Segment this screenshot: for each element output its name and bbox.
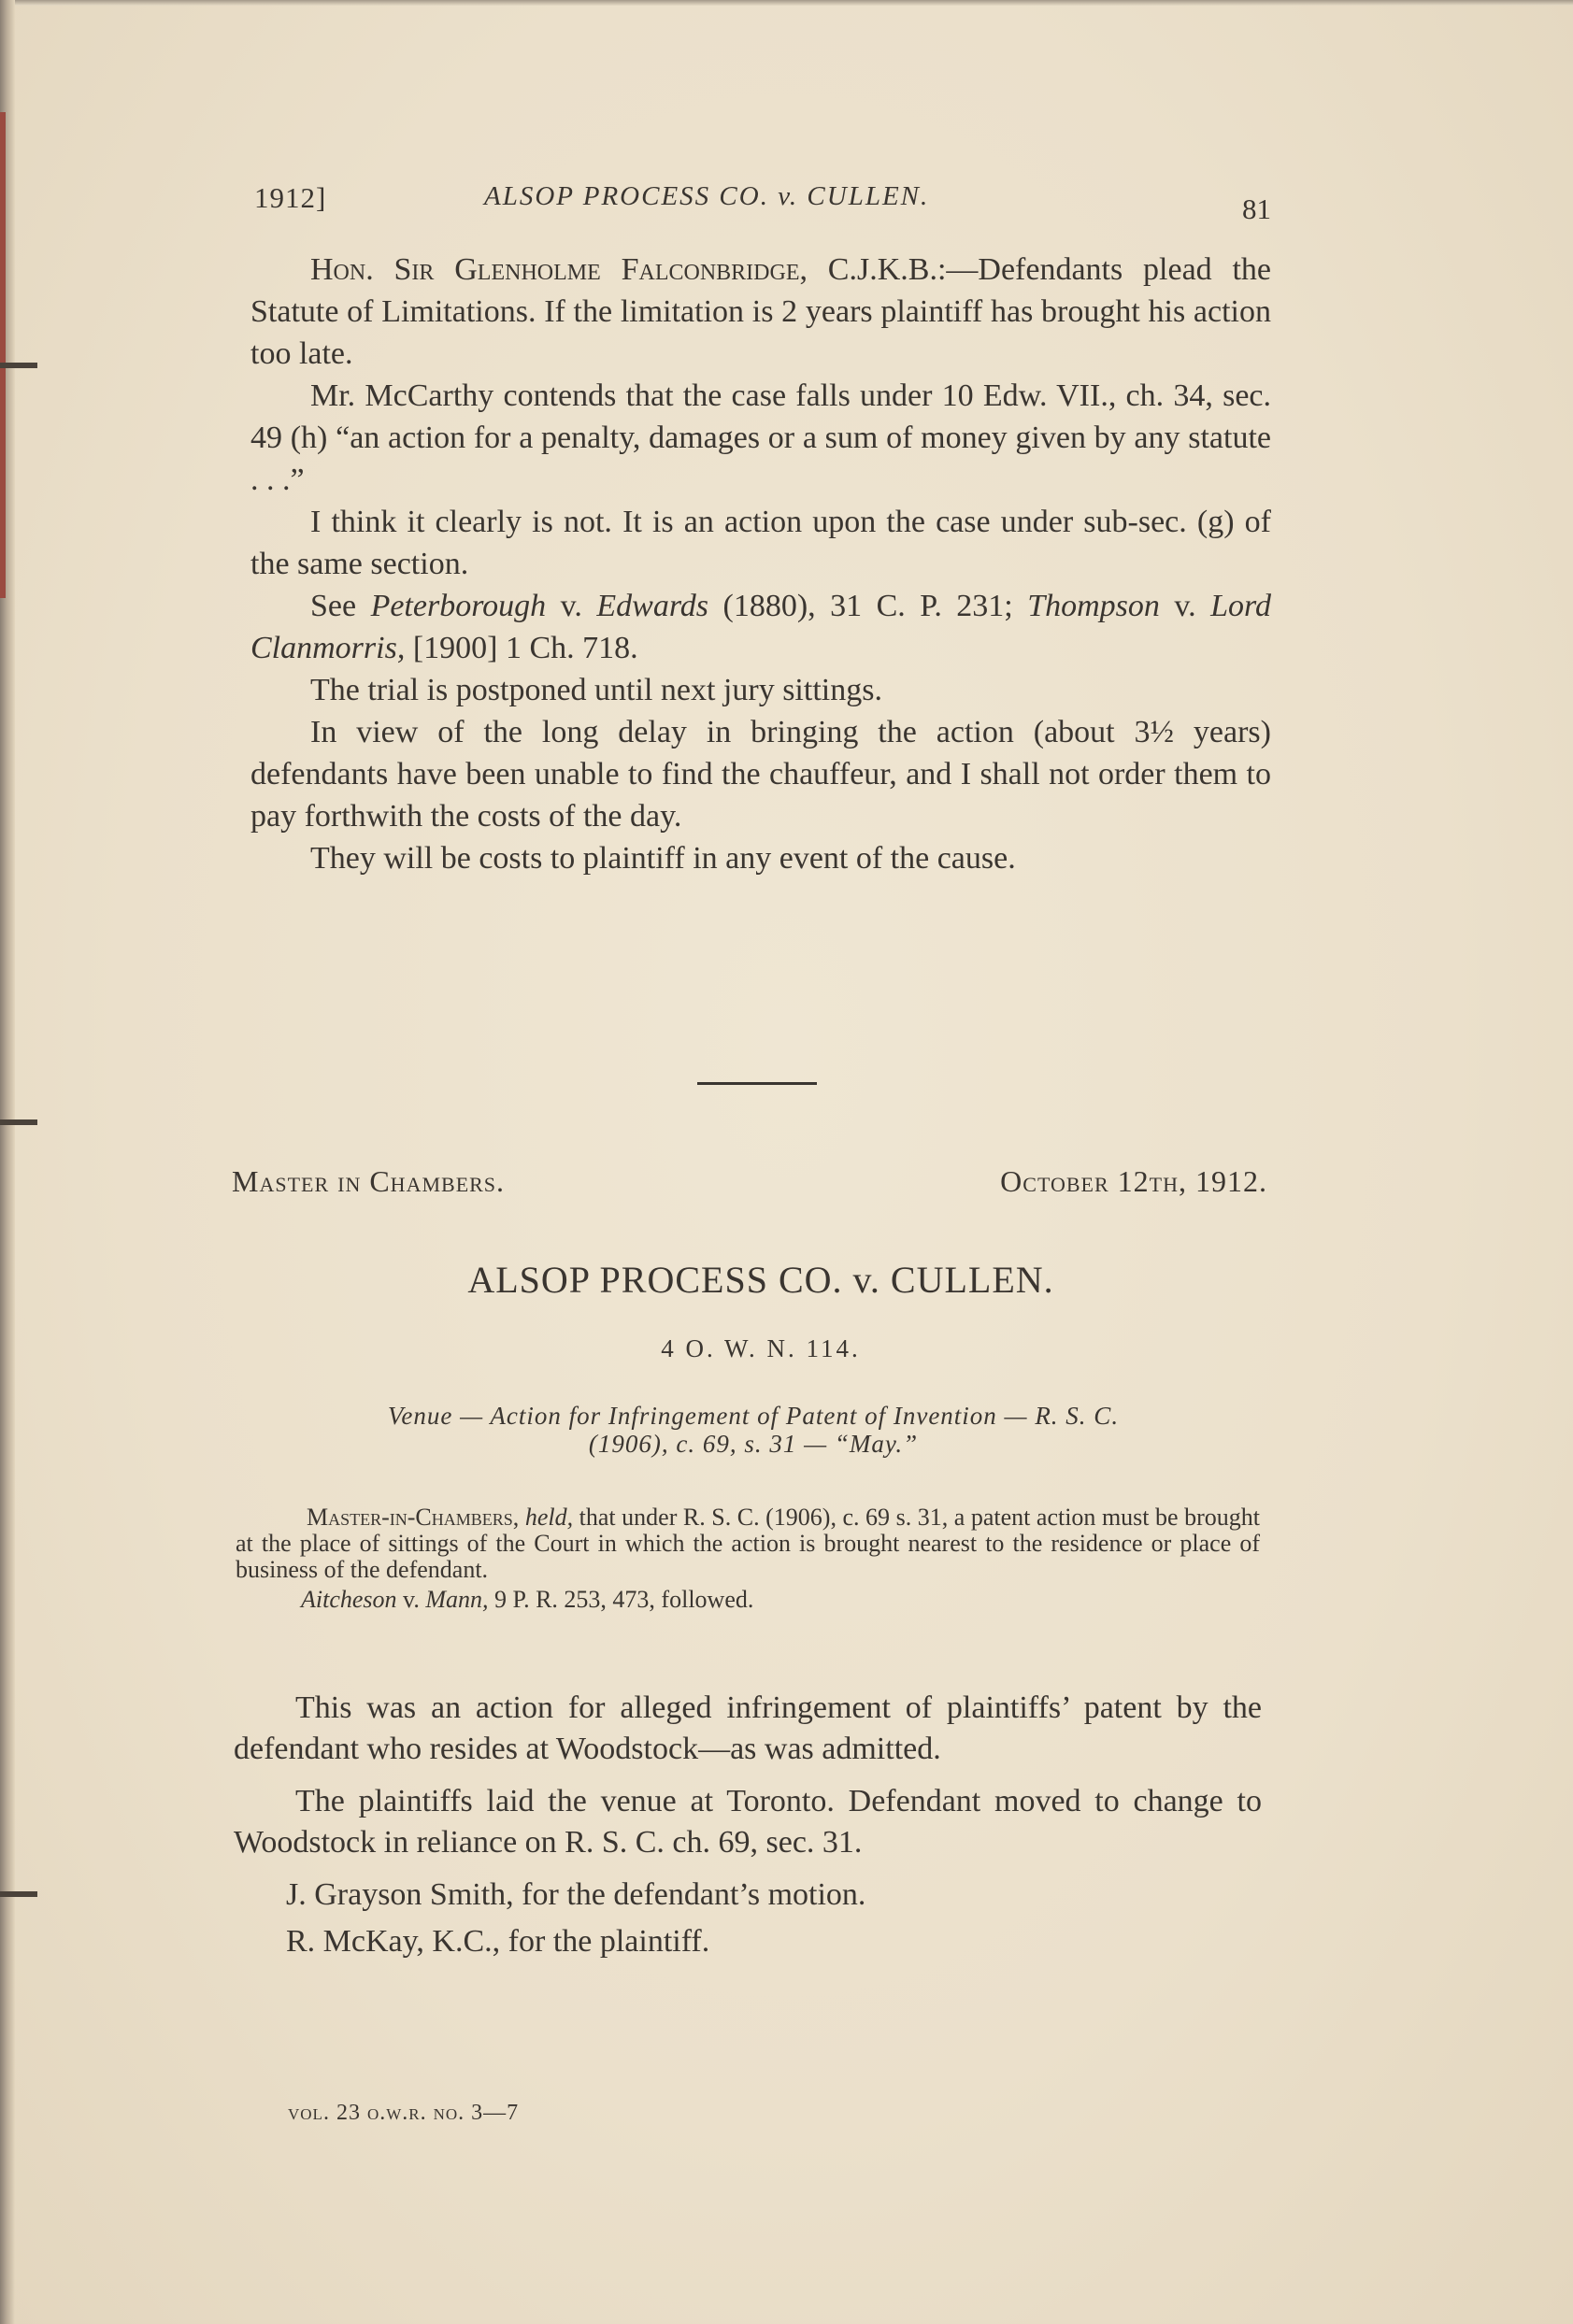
case-summary: [236, 1504, 1260, 1613]
signature-mark: vol. 23 o.w.r. no. 3—7: [288, 2101, 520, 2125]
case-paragraph-2: The plaintiffs laid the venue at Toronto. Defendant moved to change to Woodstock in reliance on R. S. C. ch. 69, sec. 31.: [234, 1784, 1262, 1860]
headnote: [239, 1402, 1267, 1458]
case-citation: 4 O. W. N. 114.: [661, 1334, 861, 1362]
headnote-line-1: Venue — Action for Infringement of Patent of Invention — R. S. C.: [387, 1402, 1120, 1430]
binding-thread-mark: [0, 363, 37, 368]
opinion-paragraph-2: Mr. McCarthy contends that the case falls under 10 Edw. VII., ch. 34, sec. 49 (h) “an action for a penalty, damages or a sum of money given by any statute . . .”: [250, 378, 1271, 497]
counsel-line: R. McKay, K.C., for the plaintiff.: [286, 1924, 710, 1959]
header-running-title: ALSOP PROCESS CO. v. CULLEN.: [484, 181, 930, 211]
case-name: Lord Clanmorris,: [250, 589, 1272, 665]
case-body: [234, 1688, 1262, 1968]
binding-thread-mark: [0, 1119, 37, 1125]
section-divider: [697, 1082, 817, 1085]
summary-paragraph: Master-in-Chambers, held, that under R. S. C. (1906), c. 69 s. 31, a patent action must be brought at the place of sittings of the Court in which the action is brought nearest to the residence or place of business of the defendant.: [236, 1504, 1261, 1583]
opinion-paragraph-6: In view of the long delay in bringing the action (about 3½ years) defendants have been unable to find the chauffeur, and I shall not order them to pay forthwith the costs of the day.: [250, 715, 1271, 834]
header-year: 1912]: [254, 181, 327, 214]
page-top-edge: [0, 0, 1573, 6]
court-line: [232, 1164, 1267, 1199]
case-paragraph-1: This was an action for alleged infringement of plaintiffs’ patent by the defendant who resides at Woodstock—as was admitted.: [234, 1690, 1262, 1766]
counsel-line: J. Grayson Smith, for the defendant’s motion.: [286, 1877, 866, 1912]
case-name: Edwards: [596, 589, 709, 623]
running-header: [254, 176, 1271, 232]
opinion-paragraph-3: I think it clearly is not. It is an action upon the case under sub-sec. (g) of the same section.: [250, 505, 1271, 581]
binding-thread-mark: [0, 1891, 37, 1897]
case-name: Peterborough: [370, 589, 547, 623]
judge-name: Hon. Sir Glenholme Falconbridge: [310, 252, 800, 287]
page-number: 81: [1242, 192, 1271, 225]
case-name: Thompson: [1027, 589, 1160, 623]
opinion-paragraph-1: Hon. Sir Glenholme Falconbridge, C.J.K.B.:—Defendants plead the Statute of Limitations. If the limitation is 2 years plaintiff has brought his action too late.: [250, 252, 1272, 371]
decision-date: October 12th, 1912.: [1000, 1164, 1267, 1198]
case-title: ALSOP PROCESS CO. v. CULLEN.: [467, 1259, 1054, 1301]
opinion-paragraph-5: The trial is postponed until next jury sittings.: [310, 673, 882, 707]
case-name: Mann,: [425, 1586, 489, 1613]
court-name: Master in Chambers.: [232, 1164, 506, 1198]
opinion-text: [250, 249, 1271, 879]
followed-citation: Aitcheson v. Mann, 9 P. R. 253, 473, followed.: [301, 1586, 754, 1613]
opinion-paragraph-4: See Peterborough v. Edwards (1880), 31 C. P. 231; Thompson v. Lord Clanmorris, [1900] 1 Ch. 718.: [250, 589, 1272, 665]
binding-cloth: [0, 112, 6, 598]
case-name: Aitcheson: [301, 1586, 397, 1613]
headnote-line-2: (1906), c. 69, s. 31 — “May.”: [588, 1430, 919, 1458]
opinion-paragraph-7: They will be costs to plaintiff in any event of the cause.: [310, 841, 1016, 876]
